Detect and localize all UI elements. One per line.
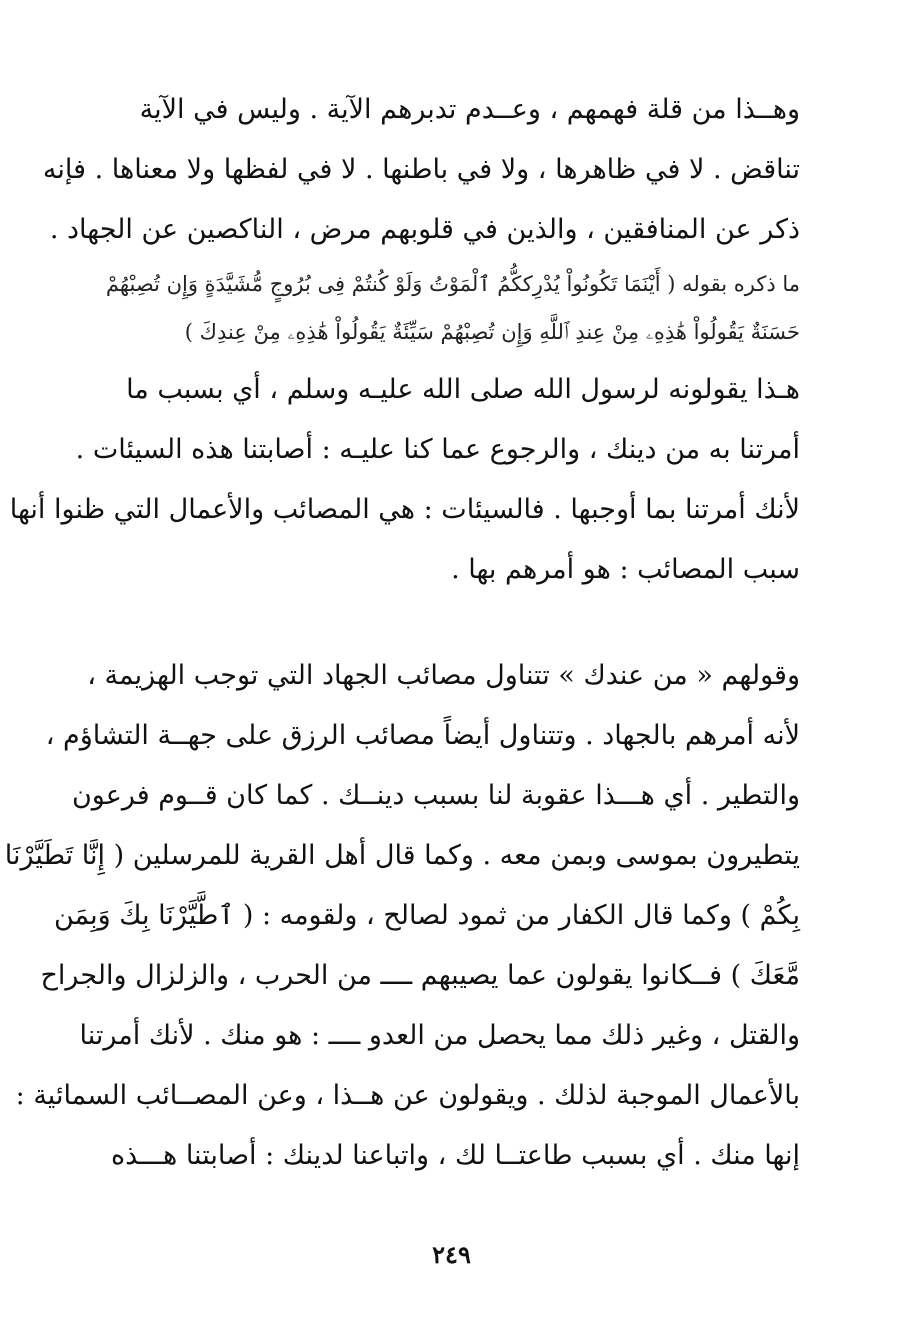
text-line: أمرتنا به من دينك ، والرجوع عما كنا عليـه : أصابتنا هذه السيئات . <box>75 434 800 465</box>
quran-verse-line: حَسَنَةٌ يَقُولُواْ هَٰذِهِۦ مِنْ عِندِ ٱللَّهِ وَإِن تُصِبْهُمْ سَيِّئَةٌ يَقُولُواْ هَٰذِهِۦ مِنْ عِندِكَ ) <box>184 320 800 344</box>
page-number: ٢٤٩ <box>432 1240 471 1269</box>
text-line: يتطيرون بموسى وبمن معه . وكما قال أهل القرية للمرسلين ( إِنَّا تَطَيَّرْنَا <box>4 840 800 871</box>
text-line: إنها منك . أي بسبب طاعتــا لك ، واتباعنا لدينك : أصابتنا هـــذه <box>110 1140 800 1171</box>
text-line: بِكُمْ ) وكما قال الكفار من ثمود لصالح ، ولقومه : ( ٱطَّيَّرْنَا بِكَ وَبِمَن <box>54 900 800 931</box>
page-text <box>4 80 800 1186</box>
text-line: بالأعمال الموجبة لذلك . ويقولون عن هــذا ، وعن المصــائب السمائية : <box>15 1080 800 1111</box>
text-line: تناقض . لا في ظاهرها ، ولا في باطنها . لا في لفظها ولا معناها . فإنه <box>42 154 800 185</box>
text-line: مَّعَكَ ) فــكانوا يقولون عما يصيبهم ــــ من الحرب ، والزلزال والجراح <box>40 960 800 991</box>
paragraph-gap <box>100 600 800 646</box>
text-line: لأنه أمرهم بالجهاد . وتتناول أيضاً مصائب الرزق على جهــة التشاؤم ، <box>45 720 800 751</box>
quran-verse-line: ما ذكره بقوله ( أَيْنَمَا تَكُونُواْ يُدْرِككُّمُ ٱلْمَوْتُ وَلَوْ كُنتُمْ فِى بُرُوجٍ مُّشَيَّدَةٍ وَإِن تُصِبْهُمْ <box>105 272 800 296</box>
text-line: سبب المصائب : هو أمرهم بها . <box>451 554 800 585</box>
text-line: هـذا يقولونه لرسول الله صلى الله عليـه وسلم ، أي بسبب ما <box>126 374 800 405</box>
text-line: والتطير . أي هـــذا عقوبة لنا بسبب دينــك . كما كان قــوم فرعون <box>71 780 800 811</box>
text-line: وهــذا من قلة فهمهم ، وعــدم تدبرهم الآية . وليس في الآية <box>139 94 800 125</box>
text-line: ذكر عن المنافقين ، والذين في قلوبهم مرض ، الناكصين عن الجهاد . <box>49 214 800 245</box>
text-line: والقتل ، وغير ذلك مما يحصل من العدو ــــ : هو منك . لأنك أمرتنا <box>79 1020 800 1051</box>
text-line: لأنك أمرتنا بما أوجبها . فالسيئات : هي المصائب والأعمال التي ظنوا أنها <box>9 494 800 525</box>
text-line: وقولهم « من عندك » تتناول مصائب الجهاد التي توجب الهزيمة ، <box>87 660 800 691</box>
